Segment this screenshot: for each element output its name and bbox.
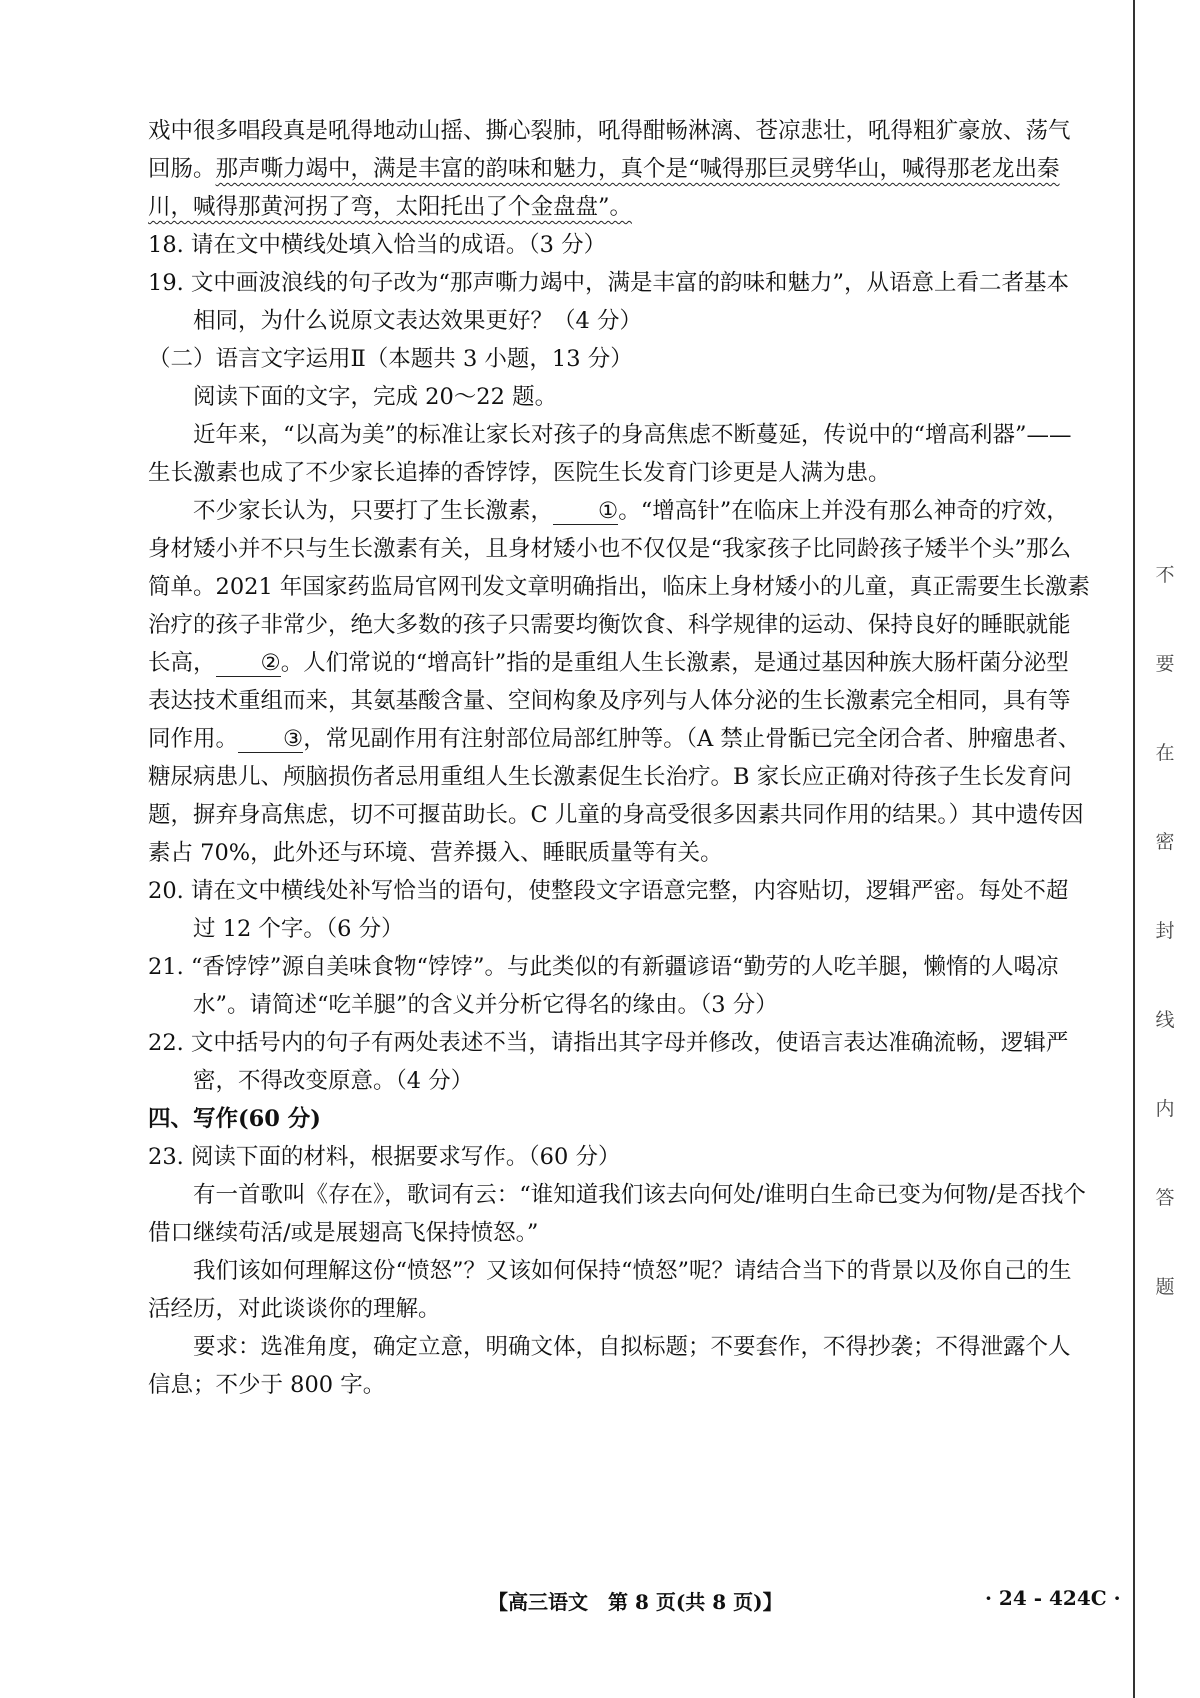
blank-2[interactable]: ②: [216, 650, 281, 677]
binding-margin-line: [1133, 0, 1135, 1698]
footer-exam-code: · 24 - 424C ·: [985, 1586, 1121, 1610]
margin-char: 线: [1155, 1009, 1175, 1031]
writing-requirements: 要求：选准角度，确定立意，明确文体，自拟标题；不要套作，不得抄袭；不得泄露个人信息；不少于 800 字。: [148, 1334, 1071, 1398]
margin-char: 要: [1155, 653, 1175, 675]
reading-paragraph-2: [148, 492, 1090, 872]
question-23: 23. 阅读下面的材料，根据要求写作。（60 分）: [148, 1144, 621, 1170]
margin-char: 题: [1155, 1276, 1175, 1298]
paragraph-2-part-a: 不少家长认为，只要打了生长激素，: [193, 498, 554, 524]
section-2-instruction: 阅读下面的文字，完成 20～22 题。: [193, 384, 558, 410]
passage-line-2: 肠。: [170, 156, 216, 182]
paragraph-2-part-d: ，常见副作用有注射部位局部红肿等。（A 禁止骨骺已完全闭合者、肿瘤患者、糖尿病患儿、颅脑损伤者忌用重组人生长激素促生长治疗。B 家长应正确对待孩子生长发育问题，摒弃身高焦虑，切不可揠苗助长。C 儿童的身高受很多因素共同作用的结果。）其中遗传因素占 70%，此外还与环境、营养摄入、睡眠质量等有关。: [148, 726, 1084, 866]
section-2-heading: （二）语言文字运用Ⅱ（本题共 3 小题，13 分）: [148, 346, 633, 372]
margin-char: 内: [1155, 1098, 1175, 1120]
writing-material-2: 我们该如何理解这份“愤怒”？又该如何保持“愤怒”呢？请结合当下的背景以及你自己的生活经历，对此谈谈你的理解。: [148, 1258, 1072, 1322]
margin-char: 在: [1155, 742, 1175, 764]
paragraph-2-part-c: 。人们常说的“增高针”指的是重组人生长激素，是通过基因种族大肠杆菌分泌型表达技术重组而来，其氨基酸含量、空间构象及序列与人体分泌的生长激素完全相同，具有等同作用。: [148, 650, 1071, 752]
margin-char: 封: [1155, 920, 1175, 942]
binding-margin-notice: [1150, 560, 1180, 1361]
question-22: 22. 文中括号内的句子有两处表述不当，请指出其字母并修改，使语言表达准确流畅，逻辑严密，不得改变原意。（4 分）: [148, 1030, 1069, 1094]
wavy-underlined-sentence: 那声嘶力竭中，满是丰富的韵味和魅力，真个是“喊得那巨灵劈华山，喊得那老龙出秦川，喊得那黄河拐了弯，太阳托出了个金盘盘”。: [148, 156, 1060, 220]
footer-page-title: 【高三语文 第 8 页(共 8 页)】: [488, 1590, 783, 1614]
blank-1[interactable]: ①: [553, 498, 618, 525]
passage-line-1: 戏中很多唱段真是吼得地动山摇、撕心裂肺，吼得酣畅淋漓、苍凉悲壮，吼得粗犷豪放、荡气回: [148, 118, 1071, 182]
reading-paragraph-1: 近年来，“以高为美”的标准让家长对孩子的身高焦虑不断蔓延，传说中的“增高利器”——生长激素也成了不少家长追捧的香饽饽，医院生长发育门诊更是人满为患。: [148, 422, 1072, 486]
question-21: 21. “香饽饽”源自美味食物“饽饽”。与此类似的有新疆谚语“勤劳的人吃羊腿，懒惰的人喝凉水”。请简述“吃羊腿”的含义并分析它得名的缘由。（3 分）: [148, 954, 1059, 1018]
question-18: 18. 请在文中横线处填入恰当的成语。（3 分）: [148, 232, 607, 258]
passage-intro: [148, 112, 1090, 226]
blank-3[interactable]: ③: [238, 726, 303, 753]
question-20: 20. 请在文中横线处补写恰当的语句，使整段文字语意完整，内容贴切，逻辑严密。每处不超过 12 个字。（6 分）: [148, 878, 1069, 942]
margin-char: 答: [1155, 1187, 1175, 1209]
page-content: [148, 112, 1090, 1404]
section-4-heading: 四、写作(60 分): [148, 1106, 321, 1132]
paragraph-2-part-b: 。“增高针”在临床上并没有那么神奇的疗效，身材矮小并不只与生长激素有关，且身材矮小也不仅仅是“我家孩子比同龄孩子矮半个头”那么简单。2021 年国家药监局官网刊发文章明确指出，临床上身材矮小的儿童，真正需要生长激素治疗的孩子非常少，绝大多数的孩子只需要均衡饮食、科学规律的运动、保持良好的睡眠就能长高，: [148, 498, 1090, 676]
question-19: 19. 文中画波浪线的句子改为“那声嘶力竭中，满是丰富的韵味和魅力”，从语意上看二者基本相同，为什么说原文表达效果更好？（4 分）: [148, 270, 1069, 334]
margin-char: 密: [1155, 831, 1175, 853]
writing-material-1: 有一首歌叫《存在》，歌词有云：“谁知道我们该去向何处/谁明白生命已变为何物/是否找个借口继续苟活/或是展翅高飞保持愤怒。”: [148, 1182, 1086, 1246]
margin-char: 不: [1155, 564, 1175, 586]
